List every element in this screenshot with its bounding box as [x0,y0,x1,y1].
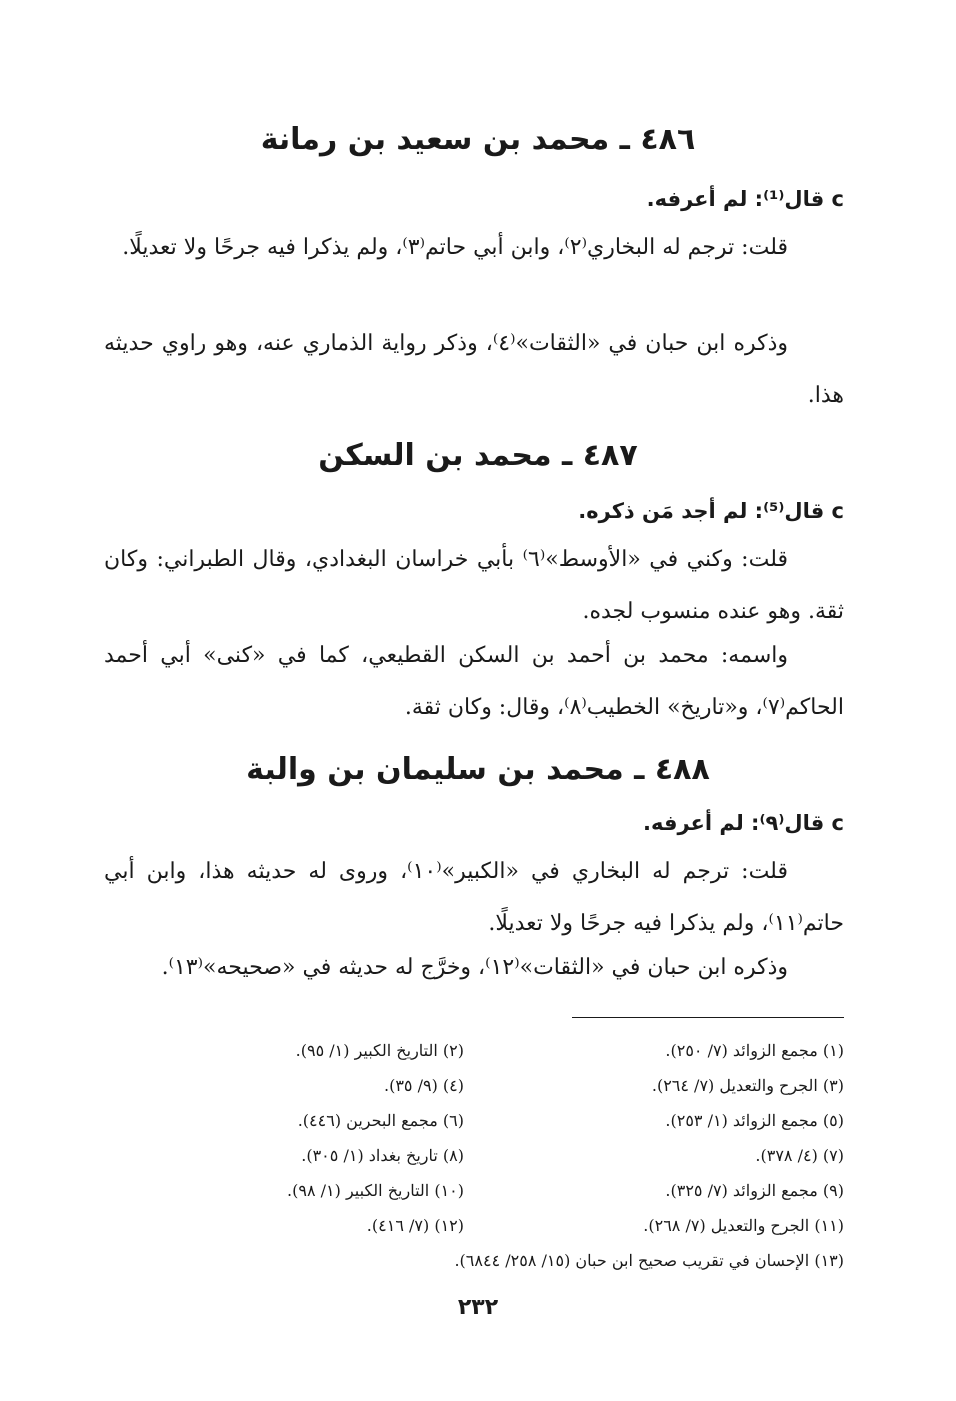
entry-paragraph-486-1: قلت: ترجم له البخاري⁽٢⁾، وابن أبي حاتم⁽٣⁾، ولم يذكرا فيه جرحًا ولا تعديلًا. [122,235,788,260]
footnote-12: (١٢) (٧/ ٤١٦). [366,1216,464,1235]
entry-paragraph-488-1: قلت: ترجم له البخاري في «الكبير»⁽١٠⁾، وروى له حديثه هذا، وابن أبي حاتم⁽١١⁾، ولم يذكرا فيه جرحًا ولا تعديلًا. [104,859,844,936]
footnote-11: (١١) الجرح والتعديل (٧/ ٢٦٨). [643,1216,844,1235]
footnotes [104,1033,844,1278]
footnote-1: (١) مجمع الزوائد (٧/ ٢٥٠). [665,1041,844,1060]
footnote-4: (٤) (٩/ ٣٥). [383,1076,464,1095]
entry-title-486: ٤٨٦ ـ محمد بن سعيد بن رمانة [260,122,696,157]
footnote-5: (٥) مجمع الزوائد (١/ ٢٥٣). [665,1111,844,1130]
footnote-2: (٢) التاريخ الكبير (١/ ٩٥). [295,1041,464,1060]
footnote-13: (١٣) الإحسان في تقريب صحيح ابن حبان (١٥/ ٢٥٨/ ٦٨٤٤). [454,1251,844,1270]
entry-title-487: ٤٨٧ ـ محمد بن السكن [318,438,638,473]
footnote-8: (٨) تاريخ بغداد (١/ ٣٠٥). [301,1146,464,1165]
footnote-10: (١٠) التاريخ الكبير (١/ ٩٨). [287,1181,464,1200]
page-number: ٢٣٢ [457,1295,499,1320]
entry-said-488: c قال⁽٩⁾: لم أعرفه. [643,811,844,835]
footnote-9: (٩) مجمع الزوائد (٧/ ٣٢٥). [665,1181,844,1200]
footnote-6: (٦) مجمع البحرين (٤٤٦). [297,1111,464,1130]
entry-paragraph-487-1: قلت: وكني في «الأوسط»⁽٦⁾ بأبي خراسان البغدادي، وقال الطبراني: وكان ثقة. وهو عنده منسوب لجده. [104,547,844,624]
footnote-separator [572,1017,844,1018]
entry-paragraph-487-2: واسمه: محمد بن أحمد بن السكن القطيعي، كما في «كنى» أبي أحمد الحاكم⁽٧⁾، و«تاريخ» الخطيب⁽٨⁾، وقال: وكان ثقة. [104,643,844,720]
entry-title-488: ٤٨٨ ـ محمد بن سليمان بن والبة [246,752,710,787]
entry-said-486: c قال⁽¹⁾: لم أعرفه. [646,187,844,211]
entry-paragraph-486-2: وذكره ابن حبان في «الثقات»⁽٤⁾، وذكر رواية الذماري عنه، وهو راوي حديثه هذا. [104,331,844,408]
footnote-3: (٣) الجرح والتعديل (٧/ ٢٦٤). [651,1076,844,1095]
entry-paragraph-488-2: وذكره ابن حبان في «الثقات»⁽١٢⁾، وخرَّج له حديثه في «صحيحه»⁽١٣⁾. [161,955,788,980]
entry-said-487: c قال⁽⁵⁾: لم أجد مَن ذكره. [578,499,844,523]
footnote-7: (٧) (٤/ ٣٧٨). [755,1146,844,1165]
